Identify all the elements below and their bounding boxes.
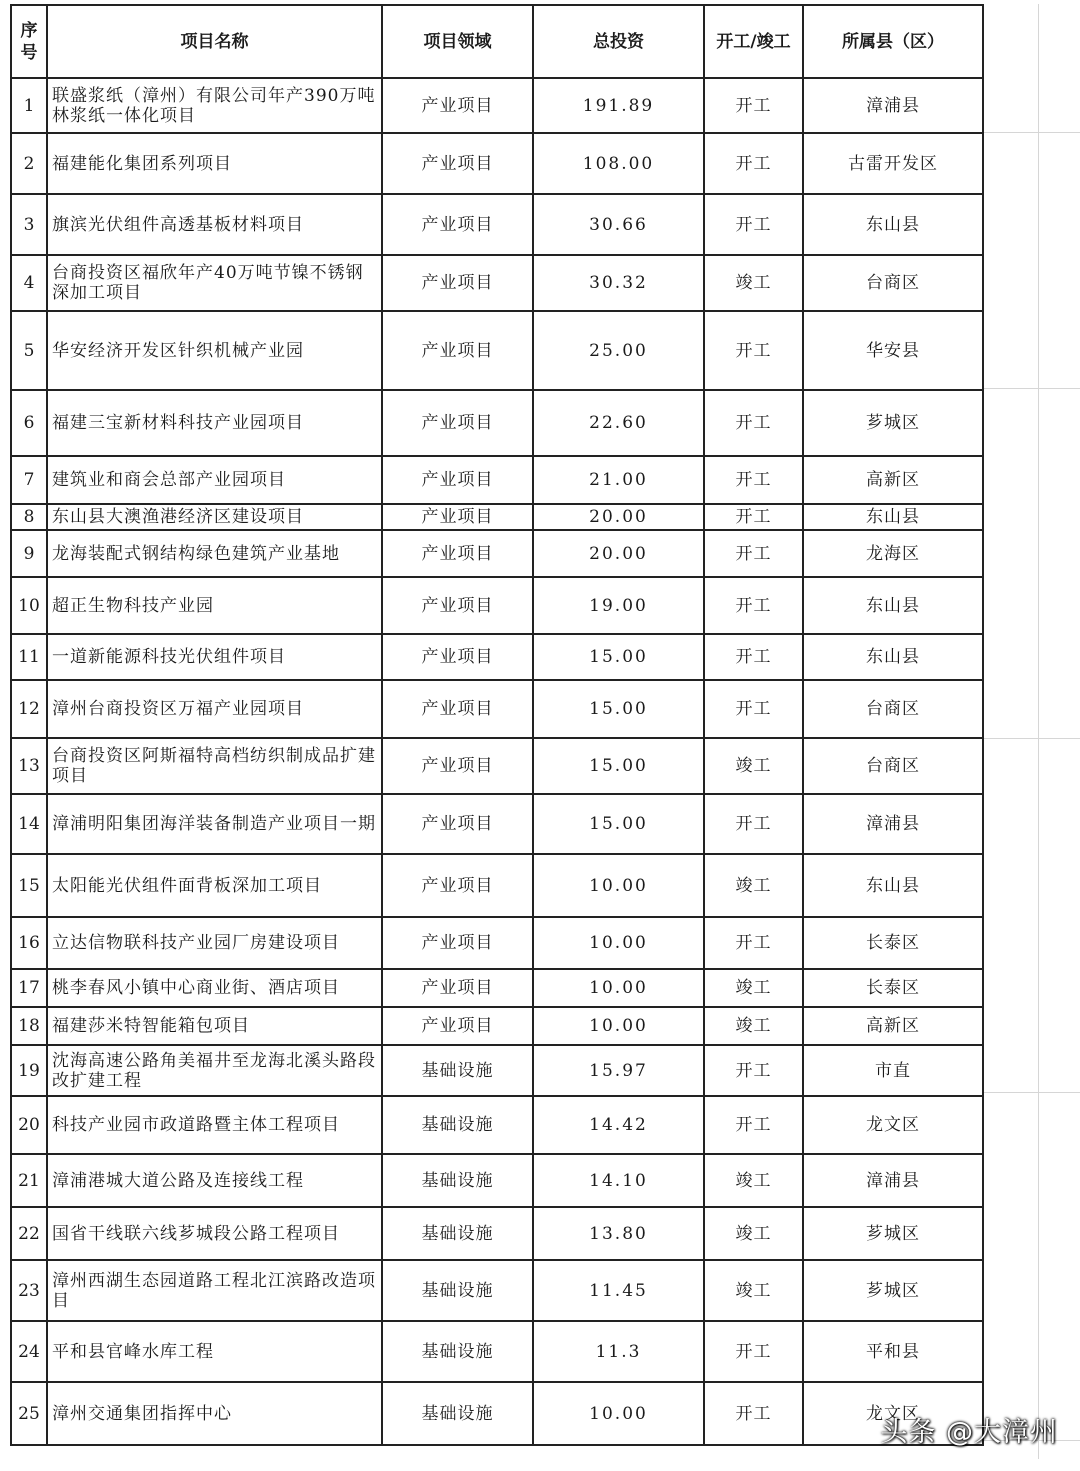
row-district: 漳浦县	[803, 794, 983, 854]
row-project-name: 平和县官峰水库工程	[47, 1321, 382, 1382]
table-row	[11, 133, 983, 194]
row-district: 龙文区	[803, 1096, 983, 1154]
row-status: 开工	[704, 1096, 803, 1154]
header-status: 开工/竣工	[704, 5, 803, 78]
row-index: 9	[11, 530, 47, 577]
row-district: 市直	[803, 1045, 983, 1096]
row-project-name: 漳州西湖生态园道路工程北江滨路改造项目	[47, 1260, 382, 1321]
table-row	[11, 1045, 983, 1096]
row-total-investment: 10.00	[533, 854, 704, 917]
row-status: 开工	[704, 917, 803, 969]
row-index: 21	[11, 1154, 47, 1207]
row-project-field: 产业项目	[382, 456, 533, 504]
row-project-name: 漳浦明阳集团海洋装备制造产业项目一期	[47, 794, 382, 854]
table-row	[11, 1321, 983, 1382]
header-row	[11, 5, 983, 78]
row-total-investment: 15.97	[533, 1045, 704, 1096]
row-status: 开工	[704, 311, 803, 390]
row-status: 竣工	[704, 1260, 803, 1321]
row-index: 5	[11, 311, 47, 390]
row-project-name: 旗滨光伏组件高透基板材料项目	[47, 194, 382, 255]
table-row	[11, 504, 983, 530]
row-status: 开工	[704, 634, 803, 680]
row-district: 长泰区	[803, 917, 983, 969]
row-district: 芗城区	[803, 390, 983, 456]
row-status: 竣工	[704, 854, 803, 917]
row-project-name: 桃李春风小镇中心商业街、酒店项目	[47, 969, 382, 1007]
row-status: 开工	[704, 794, 803, 854]
table-row	[11, 456, 983, 504]
table-row	[11, 634, 983, 680]
row-index: 22	[11, 1207, 47, 1260]
project-table	[10, 4, 984, 1446]
row-status: 开工	[704, 390, 803, 456]
row-project-name: 一道新能源科技光伏组件项目	[47, 634, 382, 680]
row-district: 高新区	[803, 1007, 983, 1045]
row-project-name: 漳浦港城大道公路及连接线工程	[47, 1154, 382, 1207]
sheet-gridline	[982, 388, 1080, 389]
table-row	[11, 255, 983, 311]
table-row	[11, 854, 983, 917]
row-district: 台商区	[803, 738, 983, 794]
row-project-field: 产业项目	[382, 194, 533, 255]
row-total-investment: 108.00	[533, 133, 704, 194]
row-project-field: 产业项目	[382, 680, 533, 738]
row-total-investment: 30.66	[533, 194, 704, 255]
row-project-name: 台商投资区阿斯福特高档纺织制成品扩建项目	[47, 738, 382, 794]
row-total-investment: 30.32	[533, 255, 704, 311]
row-index: 23	[11, 1260, 47, 1321]
row-district: 东山县	[803, 504, 983, 530]
row-total-investment: 20.00	[533, 504, 704, 530]
row-status: 开工	[704, 1045, 803, 1096]
row-index: 15	[11, 854, 47, 917]
row-project-name: 太阳能光伏组件面背板深加工项目	[47, 854, 382, 917]
row-index: 6	[11, 390, 47, 456]
row-status: 开工	[704, 680, 803, 738]
row-status: 开工	[704, 456, 803, 504]
header-index: 序号	[11, 5, 47, 78]
row-project-name: 漳州交通集团指挥中心	[47, 1382, 382, 1445]
row-district: 东山县	[803, 854, 983, 917]
row-total-investment: 10.00	[533, 1007, 704, 1045]
row-index: 7	[11, 456, 47, 504]
table-row	[11, 1154, 983, 1207]
header-district: 所属县（区）	[803, 5, 983, 78]
row-project-name: 福建能化集团系列项目	[47, 133, 382, 194]
row-project-field: 产业项目	[382, 311, 533, 390]
row-status: 开工	[704, 133, 803, 194]
row-project-name: 东山县大澳渔港经济区建设项目	[47, 504, 382, 530]
table-row	[11, 794, 983, 854]
table-row	[11, 969, 983, 1007]
row-project-field: 产业项目	[382, 133, 533, 194]
row-total-investment: 14.10	[533, 1154, 704, 1207]
header-investment: 总投资	[533, 5, 704, 78]
row-district: 东山县	[803, 634, 983, 680]
row-project-name: 台商投资区福欣年产40万吨节镍不锈钢深加工项目	[47, 255, 382, 311]
row-project-field: 产业项目	[382, 390, 533, 456]
row-district: 东山县	[803, 577, 983, 634]
row-project-field: 产业项目	[382, 794, 533, 854]
row-district: 长泰区	[803, 969, 983, 1007]
row-total-investment: 10.00	[533, 917, 704, 969]
sheet-gridline	[982, 738, 1080, 739]
row-total-investment: 13.80	[533, 1207, 704, 1260]
row-project-field: 基础设施	[382, 1154, 533, 1207]
table-row	[11, 1260, 983, 1321]
table-row	[11, 1207, 983, 1260]
row-project-name: 超正生物科技产业园	[47, 577, 382, 634]
row-index: 17	[11, 969, 47, 1007]
row-total-investment: 15.00	[533, 794, 704, 854]
row-total-investment: 25.00	[533, 311, 704, 390]
row-total-investment: 10.00	[533, 1382, 704, 1445]
table-row	[11, 390, 983, 456]
row-total-investment: 19.00	[533, 577, 704, 634]
row-total-investment: 14.42	[533, 1096, 704, 1154]
row-district: 台商区	[803, 680, 983, 738]
table-row	[11, 738, 983, 794]
sheet-gridline	[1038, 4, 1039, 1459]
row-index: 18	[11, 1007, 47, 1045]
row-status: 竣工	[704, 1207, 803, 1260]
row-total-investment: 22.60	[533, 390, 704, 456]
table-row	[11, 1007, 983, 1045]
row-total-investment: 191.89	[533, 78, 704, 133]
row-project-field: 基础设施	[382, 1321, 533, 1382]
row-district: 平和县	[803, 1321, 983, 1382]
row-project-name: 联盛浆纸（漳州）有限公司年产390万吨林浆纸一体化项目	[47, 78, 382, 133]
row-project-field: 基础设施	[382, 1382, 533, 1445]
table-row	[11, 194, 983, 255]
row-project-field: 产业项目	[382, 255, 533, 311]
row-status: 竣工	[704, 969, 803, 1007]
row-project-name: 沈海高速公路角美福井至龙海北溪头路段改扩建工程	[47, 1045, 382, 1096]
row-total-investment: 15.00	[533, 634, 704, 680]
row-index: 20	[11, 1096, 47, 1154]
table-body	[11, 78, 983, 1445]
row-project-field: 基础设施	[382, 1260, 533, 1321]
table-row	[11, 577, 983, 634]
row-index: 12	[11, 680, 47, 738]
row-index: 13	[11, 738, 47, 794]
row-project-name: 龙海装配式钢结构绿色建筑产业基地	[47, 530, 382, 577]
row-project-name: 漳州台商投资区万福产业园项目	[47, 680, 382, 738]
table-row	[11, 1096, 983, 1154]
row-index: 10	[11, 577, 47, 634]
row-district: 古雷开发区	[803, 133, 983, 194]
sheet-gridline	[982, 1092, 1080, 1093]
row-project-field: 产业项目	[382, 577, 533, 634]
row-district: 龙文区	[803, 1382, 983, 1445]
table-row	[11, 78, 983, 133]
row-district: 漳浦县	[803, 78, 983, 133]
row-total-investment: 10.00	[533, 969, 704, 1007]
row-index: 2	[11, 133, 47, 194]
row-status: 开工	[704, 1382, 803, 1445]
row-district: 芗城区	[803, 1207, 983, 1260]
row-project-name: 国省干线联六线芗城段公路工程项目	[47, 1207, 382, 1260]
row-project-field: 产业项目	[382, 1007, 533, 1045]
row-index: 11	[11, 634, 47, 680]
row-total-investment: 15.00	[533, 680, 704, 738]
row-project-field: 产业项目	[382, 78, 533, 133]
row-project-field: 产业项目	[382, 854, 533, 917]
row-total-investment: 15.00	[533, 738, 704, 794]
row-project-name: 福建莎米特智能箱包项目	[47, 1007, 382, 1045]
row-project-field: 产业项目	[382, 530, 533, 577]
row-project-field: 基础设施	[382, 1045, 533, 1096]
row-index: 25	[11, 1382, 47, 1445]
row-index: 1	[11, 78, 47, 133]
row-project-name: 福建三宝新材料科技产业园项目	[47, 390, 382, 456]
row-project-field: 基础设施	[382, 1207, 533, 1260]
row-status: 开工	[704, 577, 803, 634]
row-project-field: 产业项目	[382, 969, 533, 1007]
row-status: 竣工	[704, 1154, 803, 1207]
row-total-investment: 21.00	[533, 456, 704, 504]
row-status: 开工	[704, 504, 803, 530]
header-name: 项目名称	[47, 5, 382, 78]
row-status: 竣工	[704, 738, 803, 794]
row-status: 开工	[704, 194, 803, 255]
row-index: 3	[11, 194, 47, 255]
sheet-gridline	[982, 132, 1080, 133]
row-project-name: 建筑业和商会总部产业园项目	[47, 456, 382, 504]
row-total-investment: 11.3	[533, 1321, 704, 1382]
row-district: 华安县	[803, 311, 983, 390]
row-status: 竣工	[704, 255, 803, 311]
row-status: 开工	[704, 530, 803, 577]
row-project-name: 科技产业园市政道路暨主体工程项目	[47, 1096, 382, 1154]
row-district: 高新区	[803, 456, 983, 504]
row-project-field: 产业项目	[382, 634, 533, 680]
table-row	[11, 1382, 983, 1445]
header-field: 项目领域	[382, 5, 533, 78]
row-district: 龙海区	[803, 530, 983, 577]
row-total-investment: 20.00	[533, 530, 704, 577]
row-project-field: 产业项目	[382, 738, 533, 794]
row-index: 4	[11, 255, 47, 311]
row-district: 东山县	[803, 194, 983, 255]
row-status: 开工	[704, 1321, 803, 1382]
row-index: 19	[11, 1045, 47, 1096]
row-project-field: 基础设施	[382, 1096, 533, 1154]
row-index: 14	[11, 794, 47, 854]
table-row	[11, 311, 983, 390]
row-status: 竣工	[704, 1007, 803, 1045]
table-row	[11, 680, 983, 738]
row-district: 台商区	[803, 255, 983, 311]
table-row	[11, 530, 983, 577]
row-district: 芗城区	[803, 1260, 983, 1321]
row-project-field: 产业项目	[382, 504, 533, 530]
row-total-investment: 11.45	[533, 1260, 704, 1321]
row-index: 16	[11, 917, 47, 969]
row-index: 8	[11, 504, 47, 530]
row-project-field: 产业项目	[382, 917, 533, 969]
row-project-name: 华安经济开发区针织机械产业园	[47, 311, 382, 390]
row-index: 24	[11, 1321, 47, 1382]
row-status: 开工	[704, 78, 803, 133]
row-project-name: 立达信物联科技产业园厂房建设项目	[47, 917, 382, 969]
table-row	[11, 917, 983, 969]
watermark: 头条 @大漳州	[880, 1417, 1058, 1448]
row-district: 漳浦县	[803, 1154, 983, 1207]
